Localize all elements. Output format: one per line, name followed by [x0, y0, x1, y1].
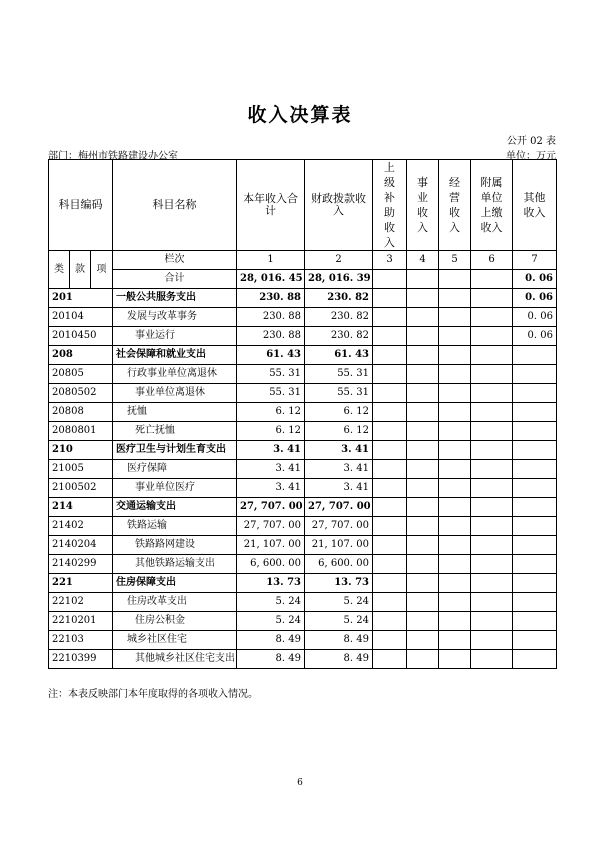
row-name: 城乡社区住宅	[113, 631, 237, 650]
row-other	[513, 517, 557, 536]
row-name: 住房保障支出	[113, 574, 237, 593]
row-other	[513, 536, 557, 555]
total-total: 28, 016. 45	[237, 270, 305, 289]
table-row	[49, 384, 557, 403]
row-fiscal: 3. 41	[305, 479, 373, 498]
header-affiliated: 附属单位上缴收入	[471, 160, 513, 251]
table-row	[49, 308, 557, 327]
table-row	[49, 365, 557, 384]
row-total: 230. 88	[237, 289, 305, 308]
table-row	[49, 441, 557, 460]
row-code: 214	[49, 498, 113, 517]
page-title: 收入决算表	[247, 104, 353, 126]
department-label: 部门：梅州市铁路建设办公室	[48, 151, 178, 162]
header-fiscal: 财政拨款收入	[305, 160, 373, 251]
row-code: 208	[49, 346, 113, 365]
row-code: 20805	[49, 365, 113, 384]
row-other	[513, 422, 557, 441]
row-code: 21402	[49, 517, 113, 536]
row-code: 201	[49, 289, 113, 308]
row-other	[513, 498, 557, 517]
row-fiscal: 3. 41	[305, 460, 373, 479]
row-other: 0. 06	[513, 308, 557, 327]
row-code: 2100502	[49, 479, 113, 498]
row-fiscal: 21, 107. 00	[305, 536, 373, 555]
table-number: 公开 02 表	[506, 136, 556, 147]
row-code: 20808	[49, 403, 113, 422]
row-other	[513, 612, 557, 631]
row-other	[513, 555, 557, 574]
row-total: 13. 73	[237, 574, 305, 593]
row-total: 5. 24	[237, 593, 305, 612]
table-row	[49, 574, 557, 593]
row-name: 事业运行	[113, 327, 237, 346]
row-other	[513, 631, 557, 650]
table-row	[49, 289, 557, 308]
row-total: 5. 24	[237, 612, 305, 631]
total-other: 0. 06	[513, 270, 557, 289]
row-name: 死亡抚恤	[113, 422, 237, 441]
row-other	[513, 403, 557, 422]
table-row	[49, 422, 557, 441]
row-total: 3. 41	[237, 460, 305, 479]
row-total: 8. 49	[237, 631, 305, 650]
row-total: 21, 107. 00	[237, 536, 305, 555]
total-label: 合计	[113, 270, 237, 289]
sub-col1: 1	[237, 251, 305, 270]
row-total: 55. 31	[237, 384, 305, 403]
row-code: 2080502	[49, 384, 113, 403]
row-code: 210	[49, 441, 113, 460]
table-row	[49, 631, 557, 650]
row-other	[513, 593, 557, 612]
row-total: 230. 88	[237, 308, 305, 327]
table-row	[49, 650, 557, 669]
table-row	[49, 327, 557, 346]
sub-col2: 2	[305, 251, 373, 270]
row-other	[513, 346, 557, 365]
sub-lei: 类	[49, 251, 70, 289]
header-operating: 经营收入	[439, 160, 471, 251]
row-other	[513, 365, 557, 384]
header-code: 科目编码	[49, 160, 113, 251]
row-name: 医疗卫生与计划生育支出	[113, 441, 237, 460]
header-row	[49, 160, 557, 251]
row-other	[513, 384, 557, 403]
row-other	[513, 460, 557, 479]
table-row	[49, 536, 557, 555]
row-total: 6. 12	[237, 403, 305, 422]
row-total: 6. 12	[237, 422, 305, 441]
row-other	[513, 441, 557, 460]
row-code: 2080801	[49, 422, 113, 441]
sub-xiang: 项	[91, 251, 113, 289]
row-total: 8. 49	[237, 650, 305, 669]
row-fiscal: 3. 41	[305, 441, 373, 460]
row-other	[513, 650, 557, 669]
row-code: 2210399	[49, 650, 113, 669]
row-fiscal: 6, 600. 00	[305, 555, 373, 574]
sub-col7: 7	[513, 251, 557, 270]
sub-kuan: 款	[70, 251, 91, 289]
row-fiscal: 5. 24	[305, 612, 373, 631]
header-other: 其他收入	[513, 160, 557, 251]
sub-col6: 6	[471, 251, 513, 270]
row-fiscal: 8. 49	[305, 650, 373, 669]
row-code: 2140204	[49, 536, 113, 555]
row-name: 住房改革支出	[113, 593, 237, 612]
row-code: 2010450	[49, 327, 113, 346]
header-superior: 上级补助收入	[373, 160, 407, 251]
table-row	[49, 612, 557, 631]
row-total: 27, 707. 00	[237, 517, 305, 536]
row-name: 其他铁路运输支出	[113, 555, 237, 574]
row-code: 22102	[49, 593, 113, 612]
row-fiscal: 55. 31	[305, 365, 373, 384]
row-fiscal: 55. 31	[305, 384, 373, 403]
row-name: 事业单位医疗	[113, 479, 237, 498]
header-business: 事业收入	[407, 160, 439, 251]
table-row	[49, 346, 557, 365]
header-total: 本年收入合计	[237, 160, 305, 251]
sub-lanci: 栏次	[113, 251, 237, 270]
row-name: 行政事业单位离退休	[113, 365, 237, 384]
row-fiscal: 230. 82	[305, 327, 373, 346]
table-row	[49, 403, 557, 422]
row-fiscal: 5. 24	[305, 593, 373, 612]
table-row	[49, 498, 557, 517]
sub-col4: 4	[407, 251, 439, 270]
row-name: 社会保障和就业支出	[113, 346, 237, 365]
table-note: 注：本表反映部门本年度取得的各项收入情况。	[48, 689, 258, 700]
sub-col3: 3	[373, 251, 407, 270]
table-row	[49, 555, 557, 574]
row-fiscal: 230. 82	[305, 308, 373, 327]
row-other: 0. 06	[513, 289, 557, 308]
income-table	[48, 159, 557, 669]
row-code: 21005	[49, 460, 113, 479]
row-name: 发展与改革事务	[113, 308, 237, 327]
row-code: 2140299	[49, 555, 113, 574]
page-number: 6	[297, 778, 303, 788]
row-code: 2210201	[49, 612, 113, 631]
row-name: 抚恤	[113, 403, 237, 422]
row-code: 20104	[49, 308, 113, 327]
row-total: 230. 88	[237, 327, 305, 346]
row-name: 医疗保障	[113, 460, 237, 479]
sub-col5: 5	[439, 251, 471, 270]
total-row	[49, 270, 557, 289]
row-name: 交通运输支出	[113, 498, 237, 517]
row-name: 铁路运输	[113, 517, 237, 536]
row-other	[513, 574, 557, 593]
row-fiscal: 13. 73	[305, 574, 373, 593]
row-other	[513, 479, 557, 498]
unit-label: 单位：万元	[506, 151, 556, 162]
row-total: 55. 31	[237, 365, 305, 384]
table-row	[49, 517, 557, 536]
header-name: 科目名称	[113, 160, 237, 251]
row-fiscal: 6. 12	[305, 403, 373, 422]
row-total: 61. 43	[237, 346, 305, 365]
row-name: 事业单位离退休	[113, 384, 237, 403]
row-total: 3. 41	[237, 441, 305, 460]
row-total: 3. 41	[237, 479, 305, 498]
row-fiscal: 6. 12	[305, 422, 373, 441]
column-index-row	[49, 251, 557, 270]
row-name: 铁路路网建设	[113, 536, 237, 555]
row-name: 一般公共服务支出	[113, 289, 237, 308]
table-row	[49, 479, 557, 498]
row-fiscal: 27, 707. 00	[305, 517, 373, 536]
row-other: 0. 06	[513, 327, 557, 346]
row-name: 住房公积金	[113, 612, 237, 631]
row-fiscal: 27, 707. 00	[305, 498, 373, 517]
table-row	[49, 460, 557, 479]
row-total: 27, 707. 00	[237, 498, 305, 517]
row-name: 其他城乡社区住宅支出	[113, 650, 237, 669]
row-code: 22103	[49, 631, 113, 650]
row-fiscal: 230. 82	[305, 289, 373, 308]
row-fiscal: 61. 43	[305, 346, 373, 365]
total-fiscal: 28, 016. 39	[305, 270, 373, 289]
row-fiscal: 8. 49	[305, 631, 373, 650]
row-total: 6, 600. 00	[237, 555, 305, 574]
table-row	[49, 593, 557, 612]
row-code: 221	[49, 574, 113, 593]
